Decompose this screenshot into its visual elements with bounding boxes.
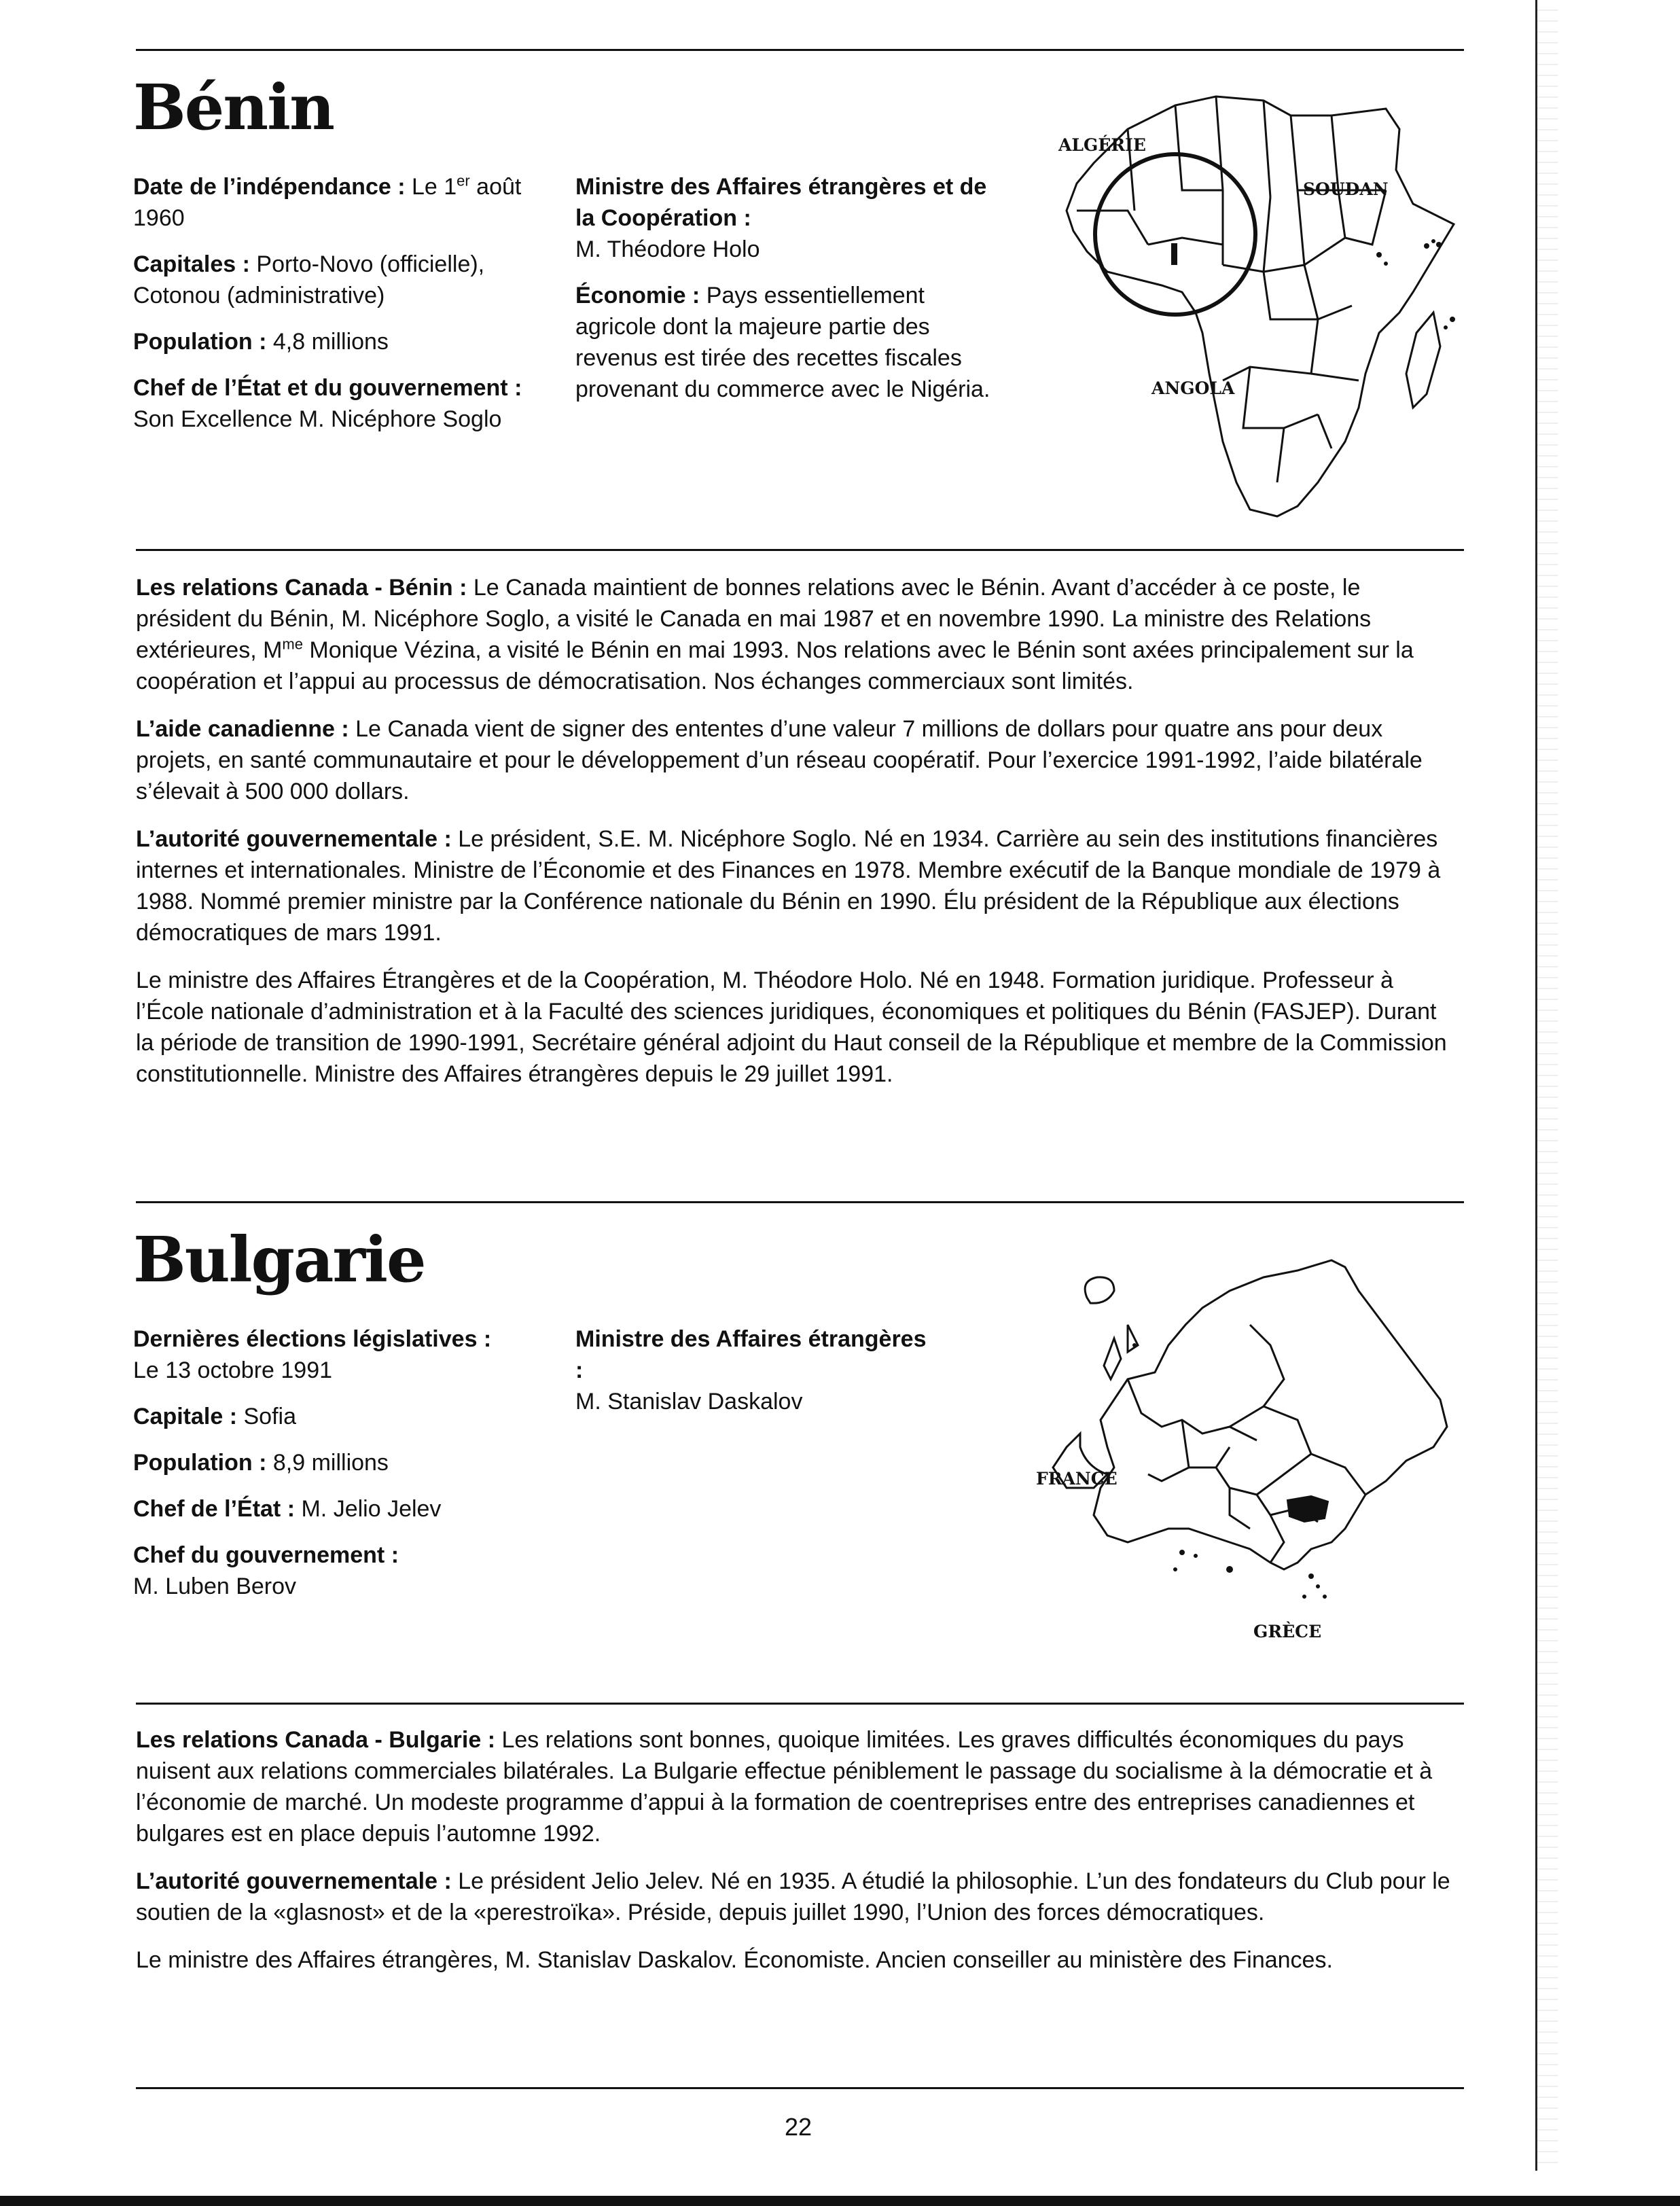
benin-minister-bio: Le ministre des Affaires Étrangères et de la Coopération, M. Théodore Holo. Né en 1948. Formation juridique. Professeur à l’École nationale d’administration et à la Faculté des sciences juridiques, économiques et politiques du Bénin (FASJEP). Durant la période de transition de 1990-1991, Secrétaire général adjoint du Haut conseil de la République et membre de la Commission constitutionnelle. Ministre des Affaires étrangères depuis le 29 juillet 1991. [136,967,1447,1087]
benin-body [136,572,1454,1106]
bulgarie-facts-right [575,1323,929,1432]
bulgarie-minister-bio: Le ministre des Affaires étrangères, M. Stanislav Daskalov. Économiste. Ancien conseiller au ministère des Finances. [136,1947,1333,1973]
map-label-grece: GRÈCE [1253,1622,1322,1641]
benin-head: Chef de l’État et du gouvernement : Son Excellence M. Nicéphore Soglo [133,375,522,432]
map-label-france: FRANCE [1036,1469,1118,1489]
page-bottom-edge [0,2196,1680,2206]
bulgarie-authority: L’autorité gouvernementale : Le président Jelio Jelev. Né en 1935. A étudié la philosophie. L’un des fondateurs du Club pour le soutien de la «glasnost» et de la «perestroïka». Préside, depuis juillet 1990, l’Union des forces démocratiques. [136,1868,1450,1925]
bulgarie-title: Bulgarie [133,1223,425,1296]
page-number: 22 [784,2113,812,2141]
africa-outline [1067,96,1454,516]
africa-islands [1376,239,1455,330]
benin-aid: L’aide canadienne : Le Canada vient de signer des ententes d’une valeur 7 millions de dollars pour quatre ans pour deux projets, en santé communautaire et pour le développement d’un réseau coopératif. Pour l’exercice 1991-1992, l’aide bilatérale s’élevait à 500 000 dollars. [136,716,1423,804]
bulgarie-minister: Ministre des Affaires étrangères : M. Stanislav Daskalov [575,1326,927,1415]
benin-independence: Date de l’indépendance : Le 1er août 1960 [133,172,522,231]
map-label-algerie: ALGÉRIE [1058,135,1146,155]
bulgarie-head-gov: Chef du gouvernement : M. Luben Berov [133,1542,399,1599]
bulgarie-section-rule [136,1703,1464,1705]
benin-section-rule [136,549,1464,551]
bulgarie-capital: Capitale : Sofia [133,1404,296,1429]
bulgarie-elections: Dernières élections législatives : Le 13 octobre 1991 [133,1326,492,1383]
bulgaria-highlight [1287,1496,1328,1522]
europe-islands [1132,1343,1327,1599]
bulgarie-relations: Les relations Canada - Bulgarie : Les relations sont bonnes, quoique limitées. Les graves difficultés économiques du pays nuisent aux relations commerciales bilatérales. La Bulgarie effectue péniblement le passage du socialisme à la démocratie et à l’économie de marché. Un modeste programme d’appui à la formation de coentreprises entre des entreprises canadiennes et bulgares est en place depuis l’automne 1992. [136,1727,1433,1847]
benin-economy: Économie : Pays essentiellement agricole dont la majeure partie des revenus est tirée des recettes fiscales provenant du commerce avec le Nigéria. [575,283,990,402]
africa-map [1046,88,1467,530]
bulgarie-head-state: Chef de l’État : M. Jelio Jelev [133,1496,442,1522]
bottom-rule [136,2087,1464,2089]
benin-authority: L’autorité gouvernementale : Le président, S.E. M. Nicéphore Soglo. Né en 1934. Carrière au sein des institutions financières internes et internationales. Ministre de l’Économie et des Finances en 1978. Membre exécutif de la Banque mondiale de 1979 à 1988. Nommé premier ministre par la Conférence nationale du Bénin en 1990. Élu président de la République aux élections démocratiques de mars 1991. [136,826,1441,946]
benin-marker [1171,243,1177,265]
benin-minister: Ministre des Affaires étrangères et de la Coopération : M. Théodore Holo [575,174,987,262]
bulgarie-facts-left [133,1323,568,1617]
europe-outline [1053,1260,1447,1569]
bulgarie-body [136,1724,1454,1992]
bulgarie-population: Population : 8,9 millions [133,1450,389,1476]
benin-end-rule [136,1201,1464,1203]
top-rule [136,49,1464,51]
benin-relations: Les relations Canada - Bénin : Le Canada maintient de bonnes relations avec le Bénin. Avant d’accéder à ce poste, le président du Bénin, M. Nicéphore Soglo, a visité le Canada en mai 1987 et en novembre 1990. La ministre des Relations extérieures, $M^{me}$ Monique Vézina, a visité le Bénin en mai 1993. Nos relations avec le Bénin sont axées principalement sur la coopération et l’appui au processus de démocratisation. Nos échanges commerciaux sont limités. [136,575,1414,694]
benin-title: Bénin [133,71,334,144]
benin-facts-left [133,171,534,450]
map-label-angola: ANGOLA [1151,378,1235,398]
page-binding-edge [1535,0,1558,2171]
benin-population: Population : 4,8 millions [133,329,389,355]
europe-map [1026,1243,1461,1651]
map-label-soudan: SOUDAN [1303,179,1389,199]
benin-facts-right [575,171,997,420]
benin-capitals: Capitales : Porto-Novo (officielle), Cotonou (administrative) [133,251,485,308]
